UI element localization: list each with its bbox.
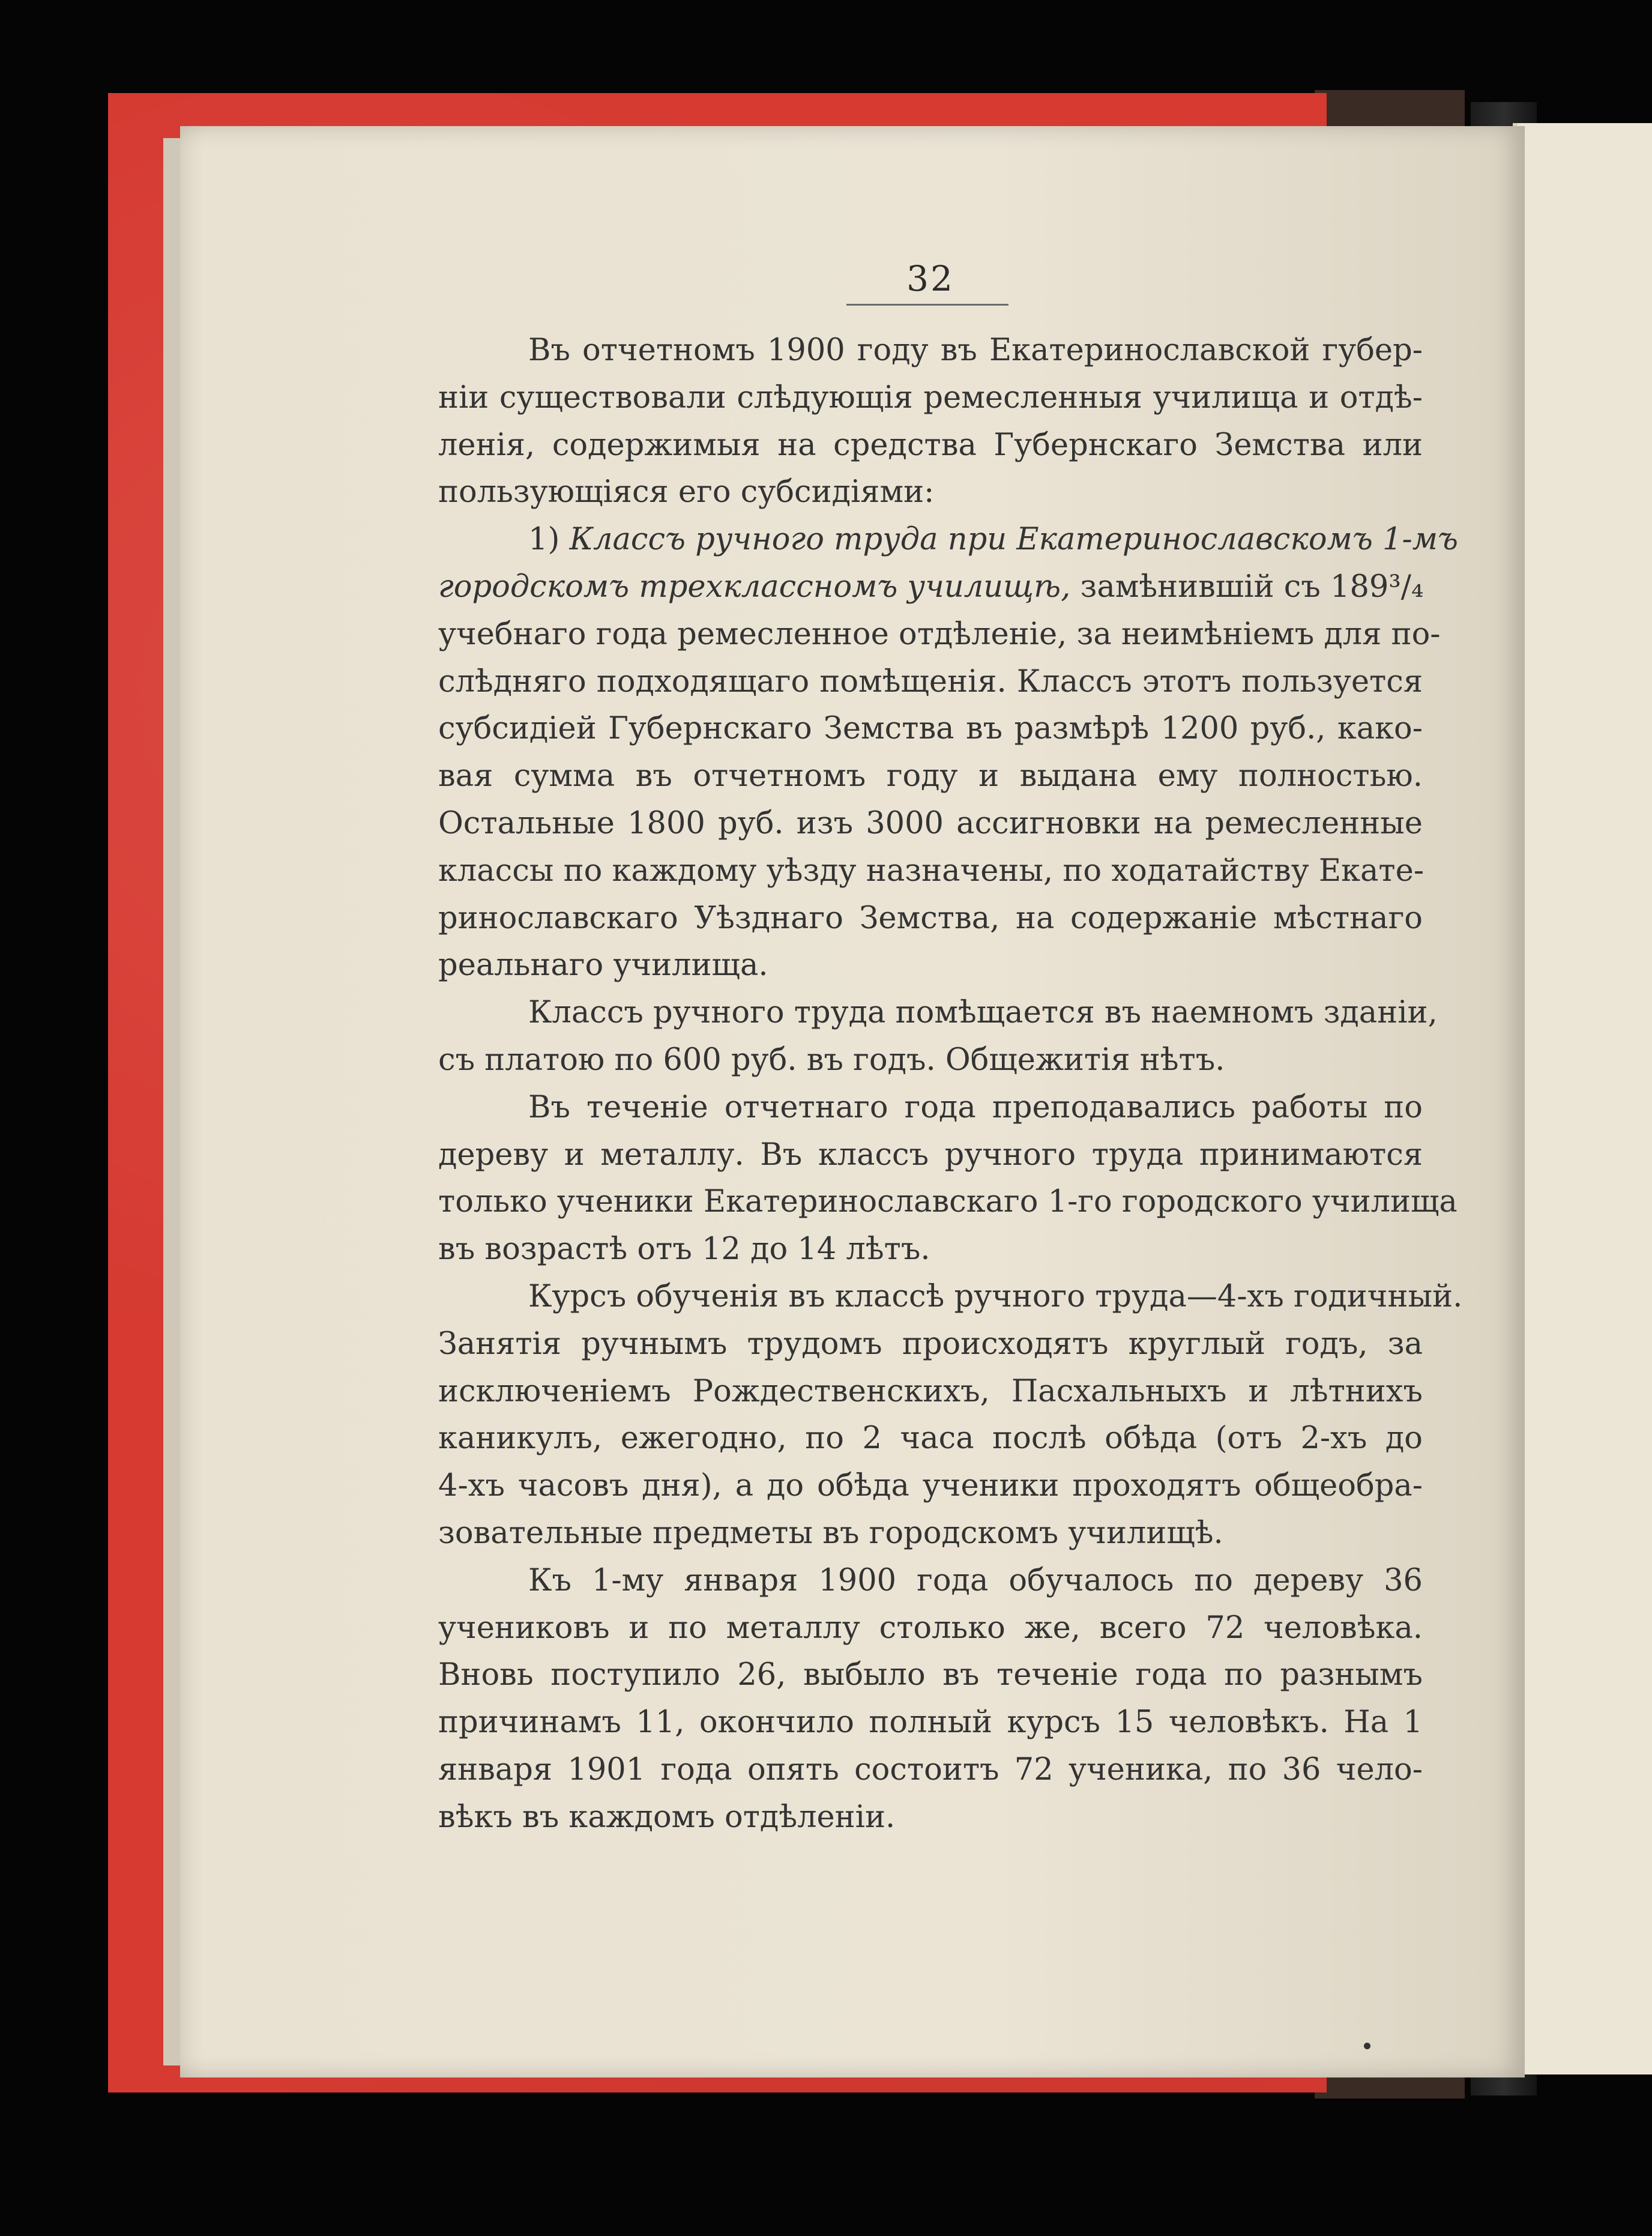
text-line	[438, 564, 1423, 611]
text-line: Вновь поступило 26, выбыло въ теченіе года по разнымъ	[438, 1657, 1423, 1693]
text-line: учениковъ и по металлу столько же, всего 72 человѣка.	[438, 1610, 1423, 1646]
text-line: причинамъ 11, окончило полный курсъ 15 человѣкъ. На 1	[438, 1705, 1423, 1741]
text-line: января 1901 года опять состоитъ 72 ученика, по 36 чело-	[438, 1751, 1423, 1787]
text-line: только ученики Екатеринославскаго 1-го городского училища	[438, 1184, 1458, 1220]
text-line: Въ теченіе отчетнаго года преподавались работы по	[528, 1089, 1423, 1125]
text-line: ринославскаго Уѣзднаго Земства, на содержаніе мѣстнаго	[438, 900, 1423, 936]
text-line: Остальные 1800 руб. изъ 3000 ассигновки на ремесленные	[438, 805, 1423, 841]
page-edge	[163, 138, 181, 2065]
italic-text: городскомъ трехклассномъ училищѣ,	[438, 569, 1071, 605]
text-line: Занятія ручнымъ трудомъ происходятъ круглый годъ, за	[438, 1326, 1423, 1362]
text-line: вая сумма въ отчетномъ году и выдана ему полностью.	[438, 758, 1423, 794]
text-line: слѣдняго подходящаго помѣщенія. Классъ этотъ пользуется	[438, 663, 1423, 700]
text-line: Курсъ обученія въ классѣ ручного труда—4-хъ годичный.	[528, 1278, 1463, 1314]
text-line: каникулъ, ежегодно, по 2 часа послѣ обѣда (отъ 2-хъ до	[438, 1421, 1423, 1457]
text-line: Въ отчетномъ 1900 году въ Екатеринославской губер-	[528, 333, 1423, 368]
text-line: ленія, содержимыя на средства Губернскаго Земства или	[438, 427, 1423, 463]
text-line: зовательные предметы въ городскомъ училищѣ.	[438, 1515, 1223, 1551]
text-line: ніи существовали слѣдующія ремесленныя училища и отдѣ-	[438, 379, 1423, 415]
header-rule	[846, 304, 1008, 306]
text-line: вѣкъ въ каждомъ отдѣленіи.	[438, 1799, 896, 1835]
text-line	[438, 516, 1458, 564]
text-run: замѣнившій съ 189³/₄	[1070, 569, 1424, 605]
text-line: классы по каждому уѣзду назначены, по ходатайству Екате-	[438, 853, 1424, 889]
body-text	[438, 327, 1463, 1842]
page-number: 32	[906, 258, 954, 299]
text-line: субсидіей Губернскаго Земства въ размѣрѣ 1200 руб., како-	[438, 711, 1423, 747]
text-line: съ платою по 600 руб. въ годъ. Общежитія нѣтъ.	[438, 1042, 1225, 1078]
text-line: реальнаго училища.	[438, 947, 768, 984]
text-line: Классъ ручного труда помѣщается въ наемномъ зданіи,	[528, 995, 1438, 1031]
text-line: учебнаго года ремесленное отдѣленіе, за неимѣніемъ для по-	[438, 616, 1441, 652]
text-run: 1)	[528, 522, 570, 558]
text-line: Къ 1-му января 1900 года обучалось по дереву 36	[528, 1562, 1423, 1598]
text-line: пользующіяся его субсидіями:	[438, 474, 935, 510]
italic-text: Классъ ручного труда при Екатеринославскомъ 1-мъ	[569, 522, 1458, 558]
ink-spot	[1364, 2043, 1370, 2049]
text-line: 4-хъ часовъ дня), а до обѣда ученики проходятъ общеобра-	[438, 1468, 1423, 1504]
text-line: въ возрастѣ отъ 12 до 14 лѣтъ.	[438, 1231, 930, 1268]
text-line: исключеніемъ Рождественскихъ, Пасхальныхъ и лѣтнихъ	[438, 1373, 1423, 1409]
text-line: дереву и металлу. Въ классъ ручного труда принимаются	[438, 1137, 1423, 1173]
facing-page-edge	[1513, 123, 1652, 2074]
